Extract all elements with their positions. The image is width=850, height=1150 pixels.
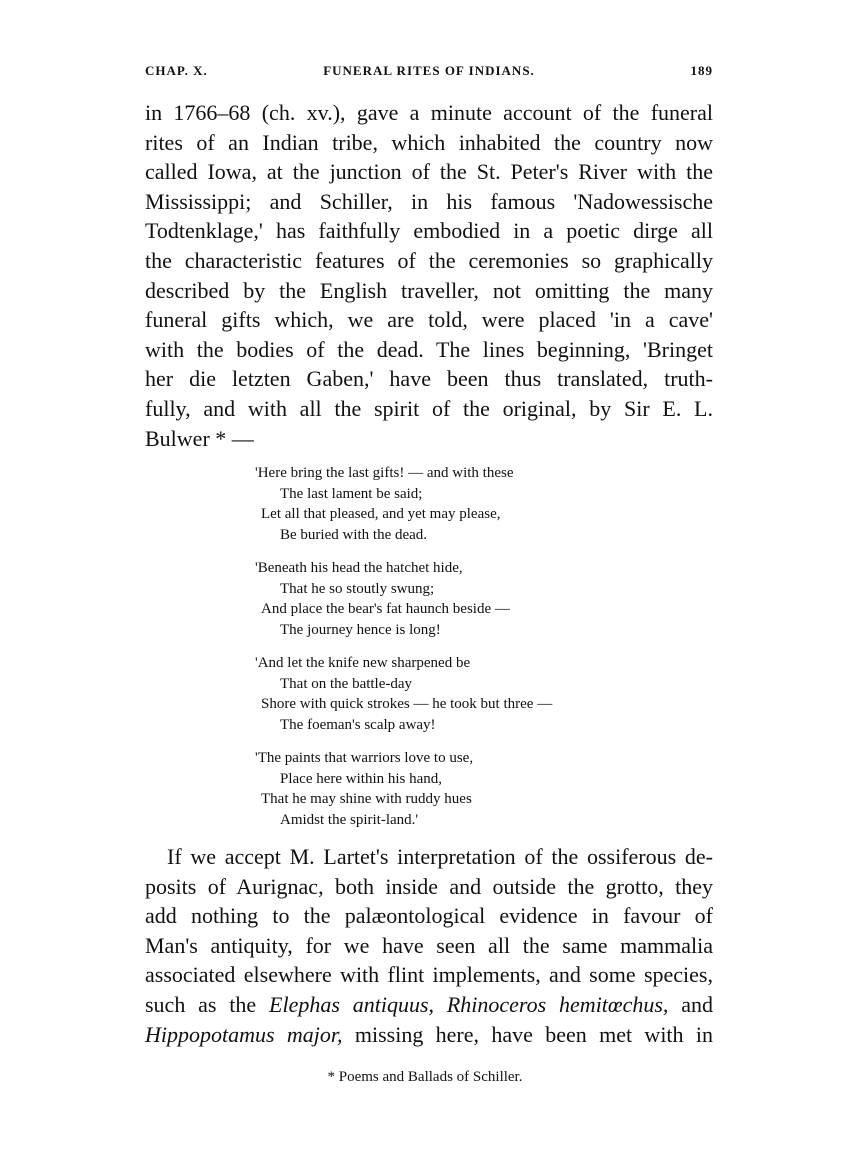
text-line: funeral gifts which, we are told, were placed 'in a cave' bbox=[145, 307, 713, 333]
poem-line: That on the battle-day bbox=[280, 675, 413, 692]
text-line: described by the English traveller, not omitting the many bbox=[145, 277, 713, 303]
species-names-italic: Elephas antiquus, Rhinoceros hemitœchus, bbox=[269, 991, 669, 1017]
text-fragment: and bbox=[668, 991, 714, 1017]
text-line: with the bodies of the dead. The lines beginning, 'Bringet bbox=[145, 336, 713, 362]
poem-line: Shore with quick strokes — he took but three — bbox=[261, 696, 553, 712]
poem-stanza bbox=[255, 558, 655, 640]
text-line: Man's antiquity, for we have seen all the same mammalia bbox=[145, 932, 713, 958]
poem-line: That he so stoutly swung; bbox=[280, 580, 435, 597]
text-line: rites of an Indian tribe, which inhabited the country now bbox=[145, 129, 713, 155]
text-line: If we accept M. Lartet's interpretation of the ossiferous de- bbox=[167, 844, 713, 869]
text-fragment: missing here, have been met with in bbox=[342, 1021, 713, 1047]
poem-stanza bbox=[255, 653, 655, 735]
text-line: the characteristic features of the ceremonies so graphically bbox=[145, 247, 713, 273]
poem-stanza bbox=[255, 748, 655, 830]
text-line: associated elsewhere with flint implements, and some species, bbox=[145, 962, 713, 988]
poem-line: 'The paints that warriors love to use, bbox=[255, 750, 474, 766]
text-line: posits of Aurignac, both inside and outside the grotto, they bbox=[145, 873, 713, 899]
text-line: in 1766–68 (ch. xv.), gave a minute account of the funeral bbox=[145, 100, 713, 125]
poem-line: 'Here bring the last gifts! — and with these bbox=[255, 465, 514, 481]
footnote: * Poems and Ballads of Schiller. bbox=[327, 1069, 523, 1085]
text-line: Todtenklage,' has faithfully embodied in a poetic dirge all bbox=[145, 218, 713, 244]
text-line: Bulwer * — bbox=[145, 425, 254, 451]
text-line: add nothing to the palæontological evidence in favour of bbox=[145, 903, 713, 929]
text-line: called Iowa, at the junction of the St. Peter's River with the bbox=[145, 159, 713, 185]
poem-line: Amidst the spirit-land.' bbox=[280, 811, 419, 828]
poem-line: 'Beneath his head the hatchet hide, bbox=[255, 560, 463, 576]
running-title: FUNERAL RITES OF INDIANS. bbox=[323, 63, 535, 78]
chapter-label: CHAP. X. bbox=[145, 63, 208, 78]
page-number: 189 bbox=[690, 63, 713, 78]
text-line bbox=[145, 990, 713, 1020]
text-fragment: such as the bbox=[145, 991, 270, 1017]
text-line: her die letzten Gaben,' have been thus translated, truth- bbox=[145, 366, 713, 392]
paragraph-1 bbox=[145, 98, 713, 453]
running-header bbox=[145, 63, 713, 85]
text-line: fully, and with all the spirit of the original, by Sir E. L. bbox=[145, 395, 713, 421]
text-line bbox=[145, 1020, 713, 1050]
poem-line: And place the bear's fat haunch beside — bbox=[261, 601, 510, 617]
poem-line: The last lament be said; bbox=[280, 485, 423, 502]
poem-line: The foeman's scalp away! bbox=[280, 716, 436, 733]
poem-line: That he may shine with ruddy hues bbox=[261, 791, 472, 807]
poem-line: 'And let the knife new sharpened be bbox=[255, 655, 471, 671]
poem-stanza bbox=[255, 463, 655, 545]
poem-line: The journey hence is long! bbox=[280, 621, 441, 638]
poem-quotation bbox=[255, 463, 655, 843]
paragraph-2 bbox=[145, 842, 713, 1049]
species-name-italic: Hippopotamus major, bbox=[145, 1021, 343, 1047]
poem-line: Let all that pleased, and yet may please, bbox=[261, 506, 501, 522]
text-line: Mississippi; and Schiller, in his famous 'Nadowessische bbox=[145, 188, 713, 214]
poem-line: Place here within his hand, bbox=[280, 770, 443, 787]
poem-line: Be buried with the dead. bbox=[280, 526, 428, 543]
